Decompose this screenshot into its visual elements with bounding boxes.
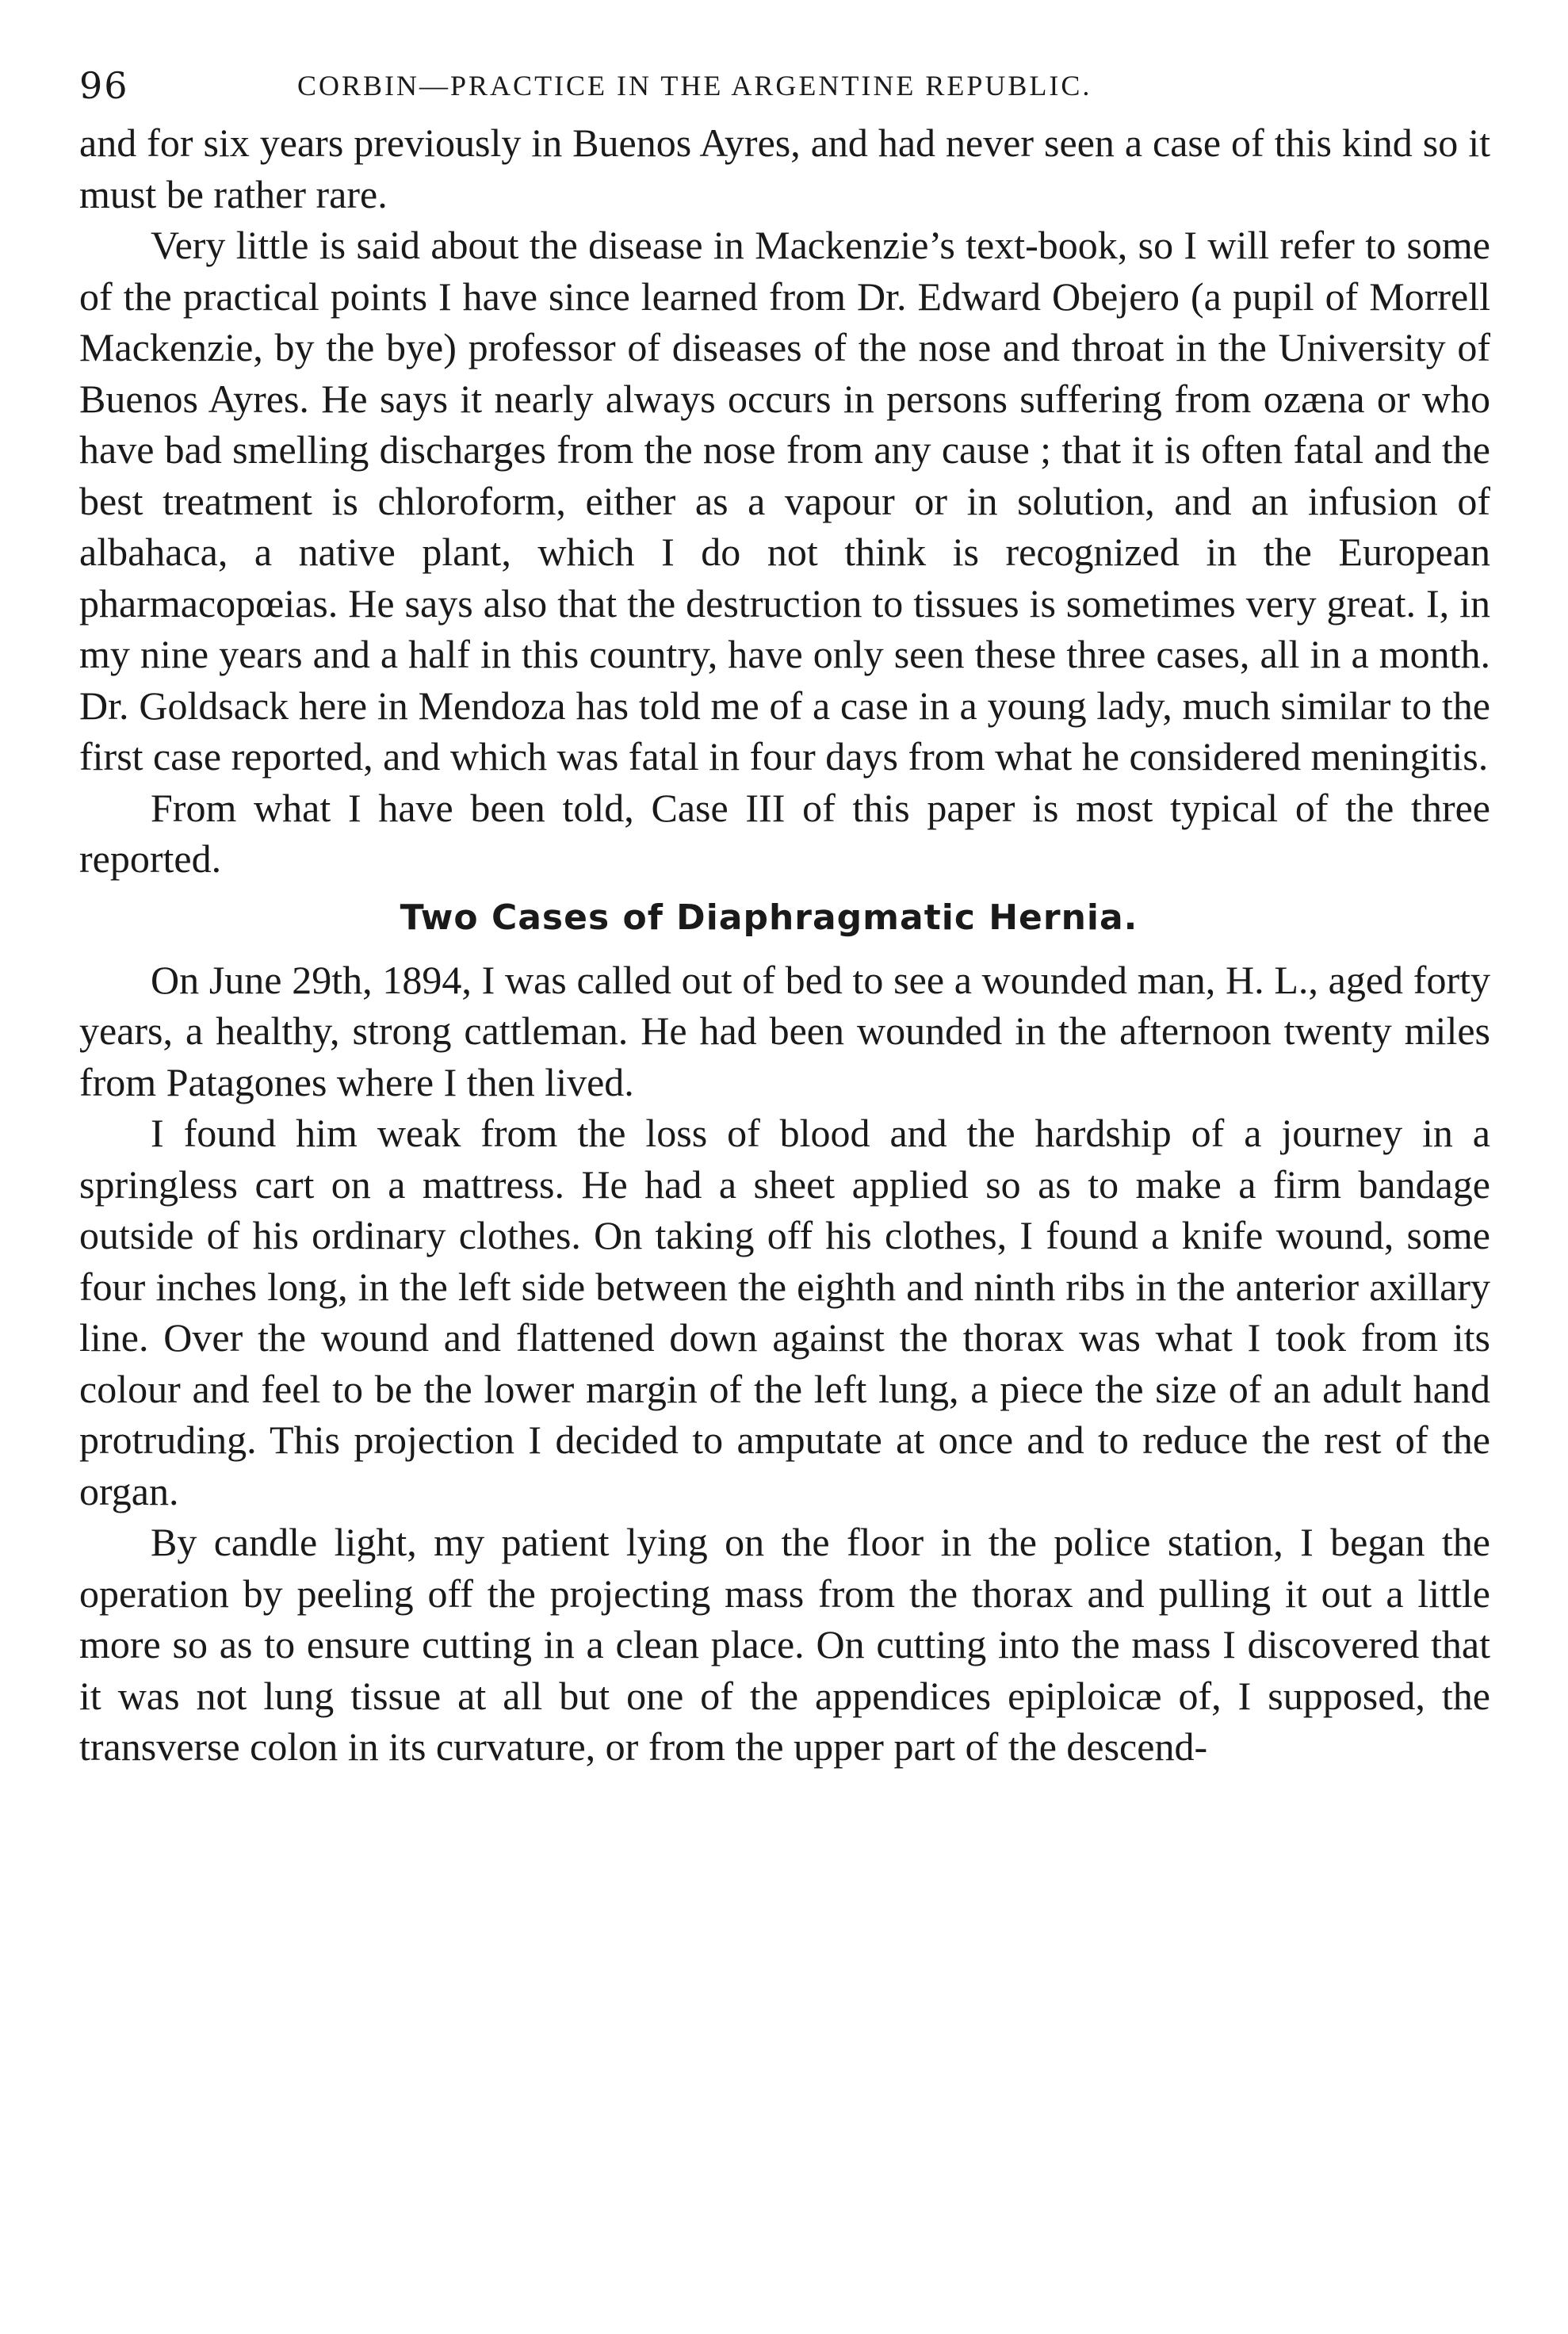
section-heading: Two Cases of Diaphragmatic Hernia. (400, 897, 1138, 938)
paragraph: On June 29th, 1894, I was called out of bed to see a wounded man, H. L., aged forty years, a healthy, strong cattleman. He had been wounded in the afternoon twenty miles from Patagones where I then lived. (79, 957, 1490, 1104)
paragraph: From what I have been told, Case III of this paper is most typical of the three reported. (79, 785, 1490, 881)
paragraph: and for six years previously in Buenos Ayres, and had never seen a case of this kind so it must be rather rare. (79, 121, 1490, 216)
document-page (79, 54, 1490, 1773)
paragraph: I found him weak from the loss of blood and the hardship of a journey in a springless cart on a mattress. He had a sheet applied so as to make a firm bandage outside of his ordinary clothes. On taking off his clothes, I found a knife wound, some four inches long, in the left side between the eighth and ninth ribs in the anterior axillary line. Over the wound and flattened down against the thorax was what I took from its colour and feel to be the lower margin of the left lung, a piece the size of an adult hand protruding. This projection I decided to amputate at once and to reduce the rest of the organ. (79, 1111, 1490, 1513)
body-text (79, 117, 1490, 1773)
running-header (79, 54, 1490, 117)
page-number: 96 (79, 64, 129, 107)
paragraph: Very little is said about the disease in Mackenzie’s text-book, so I will refer to some of the practical points I have since learned from Dr. Edward Obejero (a pupil of Morrell Mackenzie, by the bye) professor of diseases of the nose and throat in the University of Buenos Ayres. He says it nearly always occurs in persons suffering from ozæna or who have bad smelling discharges from the nose from any cause ; that it is often fatal and the best treatment is chloroform, either as a vapour or in solution, and an infusion of albahaca, a native plant, which I do not think is recognized in the European pharmacopœias. He says also that the destruction to tissues is sometimes very great. I, in my nine years and a half in this country, have only seen these three cases, all in a month. Dr. Goldsack here in Mendoza has told me of a case in a young lady, much similar to the first case reported, and which was fatal in four days from what he considered meningitis. (79, 223, 1490, 779)
paragraph: By candle light, my patient lying on the floor in the police station, I began the operation by peeling off the projecting mass from the thorax and pulling it out a little more so as to ensure cutting in a clean place. On cutting into the mass I discovered that it was not lung tissue at all but one of the appendices epiploicæ of, I supposed, the transverse colon in its curvature, or from the upper part of the descend- (79, 1520, 1490, 1769)
running-title: CORBIN—PRACTICE IN THE ARGENTINE REPUBLIC. (297, 70, 1092, 101)
